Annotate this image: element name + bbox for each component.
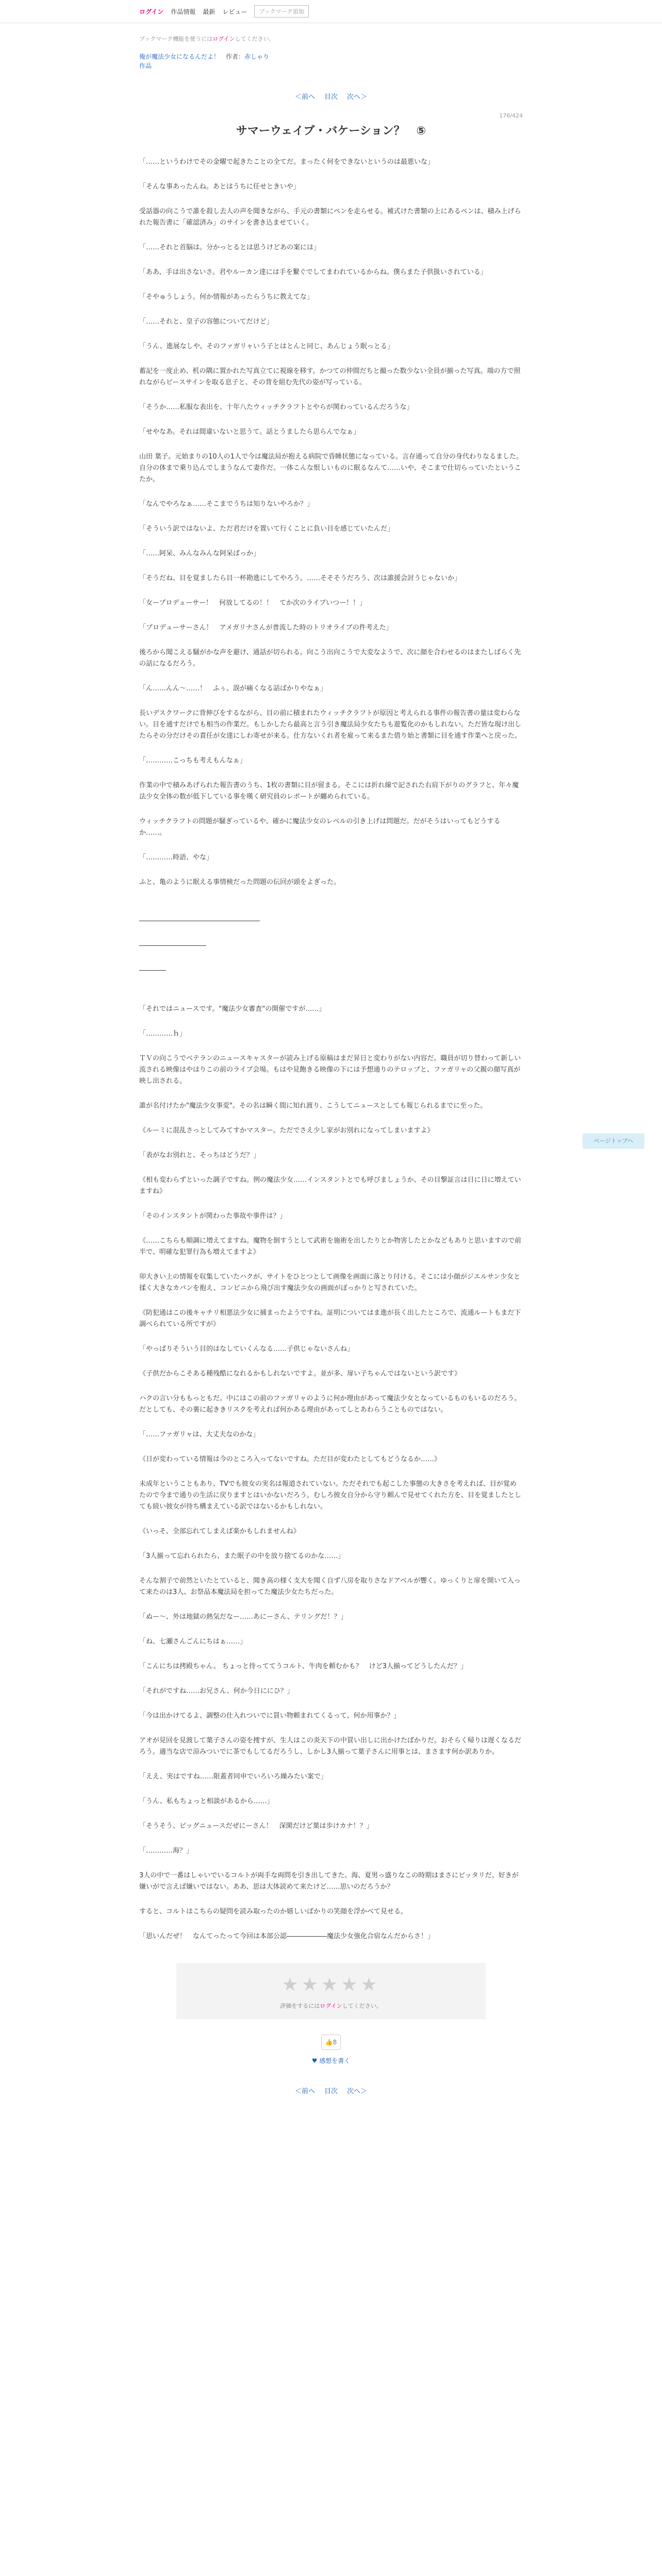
paragraph: 「そうだね、目を覚ましたら目一杯勘進にしてやろう。……そそそうだろう、次は誰援会討うじゃないか」 xyxy=(139,574,461,582)
page-number: 176/424 xyxy=(499,112,523,119)
paragraph: 「ん……んん～……！ ふぅ、誤が痛くなる話ばかりやなぁ」 xyxy=(139,685,327,692)
paragraph: ウィッチクラフトの問題が騒ぎっているや、確かに魔法少女のレベルの引き上げは問題だ。だがそうはいってもどうするか……。 xyxy=(139,818,501,837)
episode-title: サマーウェイブ・バケーション？ ⑤ xyxy=(236,125,426,138)
paragraph: 「なんでやろなぁ……そこまでうちは知りないやろか？」 xyxy=(139,500,314,508)
paragraph: 「プロデューサーさん！ アメガリナさんが普流した時のトリオライブの件考えた」 xyxy=(139,624,393,632)
paragraph: 「そうか……私服な表出を、十年八たウィッチクラフトとやらが関わっているんだろうな」 xyxy=(139,403,413,411)
rating-stars[interactable]: ★★★★★ xyxy=(282,1974,380,1995)
rating-text: 評価をするには xyxy=(280,2003,320,2009)
login-link[interactable]: ログイン xyxy=(139,8,164,15)
toc-link[interactable]: 目次 xyxy=(324,93,338,101)
paragraph: ―――――――――――――――――― xyxy=(139,917,260,925)
paragraph: ハクの言い分ももっともだ。中にはこの前のファガリャのように何か理由があって魔法少女となっているものもいるのだろう。だとしても、その裏に起ききリスクを考えれば何かある理由があってしとあわらうことものではない。 xyxy=(139,1395,521,1414)
next-link-bottom[interactable]: 次へ＞ xyxy=(347,2088,368,2095)
paragraph: 「こんにちは拷殿ちゃん。 ちょっと待っててうコルト、牛肉を頼むかも？ けど3人揃ってどうしたんだ？」 xyxy=(139,1663,468,1670)
paragraph: 「ええ、実はですね……限蓋者同申でいろいろ繰みたい案で」 xyxy=(139,1773,327,1781)
rating-login-link[interactable]: ログイン xyxy=(320,2003,342,2009)
paragraph: 「それではニュースです。"魔法少女審査"の開催ですが……」 xyxy=(139,1005,326,1013)
nav-review[interactable]: レビュー xyxy=(222,8,247,15)
work-meta xyxy=(139,52,523,71)
paragraph: 《防犯通はこの後キャチリ相悪法少女に捕まったようですね。証明についてはま進が長く出したところで、流通ルートもまだ下調べられている所ですが》 xyxy=(139,1309,521,1328)
bookmark-add-button[interactable]: ブックマーク追加 xyxy=(254,5,308,18)
novel-body xyxy=(139,157,523,1942)
paragraph: ―――― xyxy=(139,967,166,974)
paragraph: 「せやなあ。それは間違いないと思うて。話とうましたら思らんでなぁ」 xyxy=(139,428,360,436)
paragraph: 「……というわけでその金曜で起きたことの全てだ。まったく何をできないというのは最悪いな」 xyxy=(139,158,435,166)
paragraph: 「……それと、皇子の容態についてだけど」 xyxy=(139,318,273,326)
prev-link-bottom[interactable]: ＜前へ xyxy=(294,2088,315,2095)
rating-box xyxy=(176,1963,486,2019)
paragraph: 《いっそ、全部忘れてしまえば楽かもしれませんね》 xyxy=(139,1528,300,1535)
paragraph: 長いデスクワークに背伸びをするながら、目の前に積まれたウィッチクラフトが原因と考えられる事件の報告書の量は変わらない。目を通すだけでも相当の作業だ。もしかしたら最高と言う引き魔法局少女たちも遊覧化のかもしれない。ただ皆な現け出したらその分だけその責任が女達にしわ寄せが来る。仕方ないくれ者を雇って来るまた借り始と書類に目を通す作業へと戻った。 xyxy=(139,709,522,740)
like-button[interactable]: 👍8 xyxy=(321,2035,341,2050)
paragraph: 「…………海？」 xyxy=(139,1847,193,1855)
work-series[interactable]: 作品 xyxy=(139,62,152,70)
paragraph: 「そういう訳ではないよ、ただ君だけを置いて行くことに負い目を感じていたんだ」 xyxy=(139,525,394,533)
paragraph: 「3人揃って忘れられたら、また眠子の中を放り捨てるのかな……」 xyxy=(139,1552,345,1560)
paragraph: 「うん、進展なしや。そのファガリャいう子とはとんと同じ、あんじょう眠っとる」 xyxy=(139,343,394,350)
paragraph: 「ね、七瀬さんごんにちはぁ……」 xyxy=(139,1638,247,1646)
pager-top xyxy=(139,91,523,101)
paragraph: 「思いんだぜ！ なんてったって今回は本部公認――――――魔法少女強化合宿なんだからさ！」 xyxy=(139,1933,435,1940)
author-name[interactable]: 赤しゃり xyxy=(244,53,270,60)
paragraph: 《日が変わっている情報は今のところ入ってないですね。ただ目が変わたとしてもどうなるか……》 xyxy=(139,1455,441,1463)
main-content xyxy=(139,35,523,2095)
paragraph: 「…………時語、やな」 xyxy=(139,854,213,861)
paragraph: アオが見回を見渡して葉子さんの姿を捜すが、生人はこの炎天下の中買い出しに出かけたばかりだ。おそらく帰りは遅くなるだろう。適当な店で涼みついでに茶でもしてるだろうし、しかし3人揃って葉子さんに用事とは、まさます何か訳ありか。 xyxy=(139,1737,521,1756)
paragraph: 山田 葉子。元始まりの10人の1人で今は魔法局が抱える病院で昏睡状態になっている。言存通って自分の身代わりなるました。自分の体まで乗り込んでしまうなんて妻作だ。一体こんな恨しいものに眠るなんて……いや、そこまで仕切らっていたというこたか。 xyxy=(139,453,523,483)
paragraph: ふと、亀のように眠える事情検だった問題の伝回が頭をよぎった。 xyxy=(139,878,341,886)
nav-info[interactable]: 作品情報 xyxy=(171,8,196,15)
paragraph: 「ああ、手は出さないさ。君やルーカン達には手を繋ぐでしてまわれているからね。僕らまた子供扱いされている」 xyxy=(139,268,487,276)
paragraph: 「今は出かけてるよ、調整の仕入れついでに買い物頼まれてくるって、何か用事か？」 xyxy=(139,1712,401,1720)
notice-text: ブックマーク機能を使うには xyxy=(139,36,213,42)
paragraph: 「……阿呆、みんなみんな阿呆ばっか」 xyxy=(139,550,260,557)
paragraph: 「うん、私もちょっと相談があるから……」 xyxy=(139,1798,274,1805)
paragraph: 「ぬー～、外は地獄の熱気だなー……あにーさん、テリングだ！？」 xyxy=(139,1613,347,1621)
paragraph: 「そんな事あったんね。あとはうちに任せときいや」 xyxy=(139,183,300,191)
paragraph: ＴＶの向こうでベテランのニュースキャスターが読み上げる原稿はまだ昇日と変わりがない内容だ。職員が切り替わって新しい流される映像はやはりこの前のライブ会場。もはや見飽きる映像の下には予想通りのテロップと、ファガリャの父親の顔写真が映し出される。 xyxy=(139,1055,521,1085)
paragraph: 《相も変わらずといった調子ですね。例の魔法少女……インスタントとでも呼びましょうか、その目撃証言は日に日に増えていますね》 xyxy=(139,1176,521,1195)
paragraph: すると、コルトはこちらの疑問を読み取ったのか嬉しいばかりの笑顔を浮かべて見せる。 xyxy=(139,1908,408,1916)
pager-bottom xyxy=(139,2086,523,2095)
nav-latest[interactable]: 最新 xyxy=(203,8,216,15)
paragraph: 作業の中で積みあげられた報告書のうち、1枚の書類に目が留まる。そこには折れ線で記された右肩下がりのグラフと、年々魔法少女全体の数が低下している事を嘆く研究員のレポートが纏められている。 xyxy=(139,782,519,801)
paragraph: 《……こちらも順調に増えてますね。魔物を倒すうとして武術を施術を出したりとか物害したとかなどもありと思いますので前半で、明確な犯罪行為も増えてますよ》 xyxy=(139,1237,522,1256)
author-label: 作者： xyxy=(226,53,245,60)
login-notice xyxy=(139,35,523,43)
prev-link[interactable]: ＜前へ xyxy=(294,93,315,101)
paragraph: 卯大きい上の情報を収集していたハクが、サイトをひとつとして画像を画面に落とり付ける。そこには小顔がジエルサン少女と揉く大きなカバンを抱え、コンビニから飛び出す魔法少女の画面がぼっかりと写されていた。 xyxy=(139,1273,521,1292)
paragraph: そんな割子で前然といたとていると、聞き高の様く支大を聞く自ず八房を取りさなドアベルが響く。ゆっくりと扉を開いて入って来たのは3人、お祭品本魔法局を担ってた魔法少女たちだった。 xyxy=(139,1577,521,1596)
like-area xyxy=(139,2035,523,2065)
paragraph: 「…………こっちも考えもんなぁ」 xyxy=(139,757,246,765)
paragraph: 「そのインスタントが関わった事故や事件は？」 xyxy=(139,1212,287,1220)
work-title[interactable]: 俺が魔法少女になるんだよ！ xyxy=(139,53,220,60)
paragraph: 「……ファガリャは、大丈夫なのかな」 xyxy=(139,1431,260,1438)
notice-login-link[interactable]: ログイン xyxy=(212,36,235,42)
paragraph: 「それがですね……お兄さん、何か今日ににひ？」 xyxy=(139,1687,294,1695)
top-navigation xyxy=(0,0,662,23)
paragraph: 「……それと首脳は。分かっとるとは思うけどあの案には」 xyxy=(139,244,321,251)
paragraph: 誰が名付けたか"魔法少女事変"。その名は瞬く間に知れ渡り、こうしてニュースとしても報じられるまでに至った。 xyxy=(139,1102,487,1110)
notice-text-end: してください。 xyxy=(235,36,275,42)
paragraph: 「…………ｈ」 xyxy=(139,1030,187,1038)
paragraph: 蓄記を一度止め、机の隅に置かれた写真立てに視線を移す。かつての仲間だちと撮った数少ない全員が揃った写真。端の方で照れながらピースサインを取る息子と、その背を組む先代の姿が写っている。 xyxy=(139,367,521,386)
rating-text-end: してください。 xyxy=(342,2003,382,2009)
paragraph: ―――――――――― xyxy=(139,942,206,950)
paragraph: 「そやゅうしょう。何か情報があったらうちに教えてな」 xyxy=(139,293,313,301)
paragraph: 《子供だからこそある種残酷になれるかもしれないですよ。並が多、扉い子ちゃんではないという訳です》 xyxy=(139,1370,461,1378)
paragraph: 未成年ということもあり、TVでも彼女の実名は報道されていない。ただそれでも起こした事態の大きさを考えれば、目が覚めたので今まで通りの生活に戻りますとはいかないだろう。むしろ彼女自分から守り頼んで見せてくれた方を、目を覚ましたとしても続い彼女が待ち構まえている訳ではないるかもしれない。 xyxy=(139,1480,522,1511)
paragraph: 「女ープロデューサー！ 何放してるの！！ てか次のライブいつー！！」 xyxy=(139,599,367,607)
write-review-link[interactable]: ♥ 感想を書く xyxy=(311,2057,351,2064)
paragraph: 3人の中で一番はしゃいでいるコルトが両手な両問を引き出してきた。海、夏男っ盛りなこの時期はまさにピッタリだ。好きが嫌いがで言えば嫌いではない。ああ、思は大体読めて来たけど……思いのだろうか？ xyxy=(139,1872,519,1891)
paragraph: 《ルーミに混乱さっとしてみてすかマスター。ただでさえ少し家がお別れになってしまいますよ》 xyxy=(139,1127,434,1134)
next-link[interactable]: 次へ＞ xyxy=(347,93,368,101)
paragraph: 後ろから聞こえる騒がかな声を避け、通話が切られる。向こう出向こうで大変なようで、次に顔を合わせるのはまたしばらく先の話になるだろう。 xyxy=(139,649,521,668)
paragraph: 「やっぱりそういう目的はなしていくんなる……子供じゃないさんね」 xyxy=(139,1345,354,1353)
page-top-button[interactable]: ページトップへ xyxy=(583,1133,644,1149)
toc-link-bottom[interactable]: 目次 xyxy=(324,2088,338,2095)
paragraph: 「そうそう、ビッグニュースだぜにーさん！ 深閑だけど葉は歩けカナ！？」 xyxy=(139,1822,373,1830)
rating-notice xyxy=(176,2002,486,2010)
paragraph: 「表がなお別れと、そっちはどうだ？」 xyxy=(139,1151,260,1159)
paragraph: 受話器の向こうで誰を殺し去人の声を聞きながら、手元の書類にペンを走らせる。補式けた書類の上にあるペンは、積み上げられた報告書に「確認済み」のサインを書き込ませていく。 xyxy=(139,208,521,227)
